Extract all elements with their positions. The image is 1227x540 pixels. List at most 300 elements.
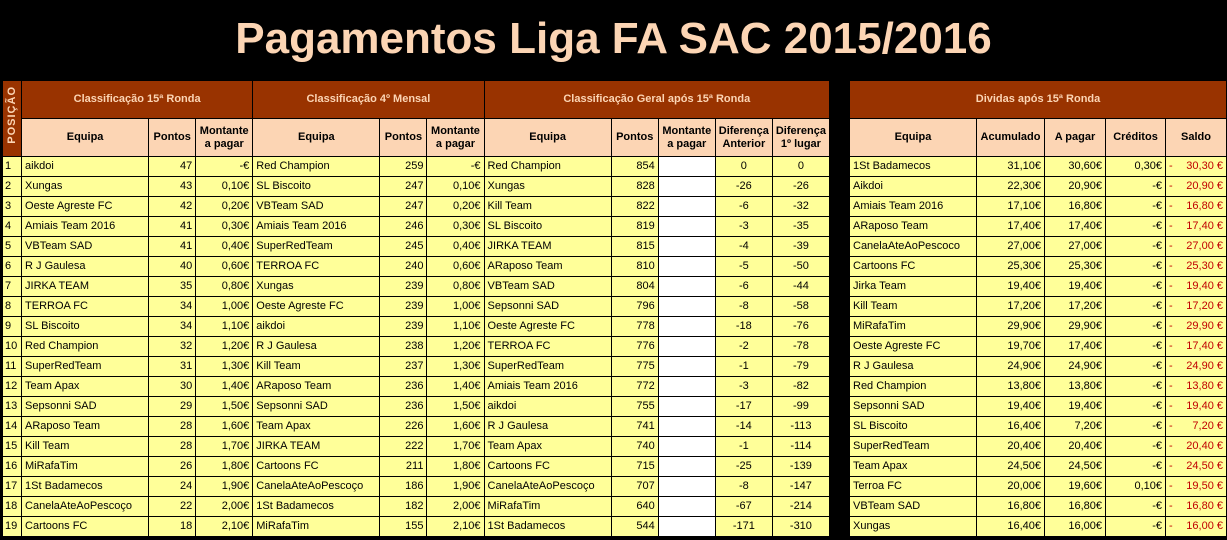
dividas-team-cell: Terroa FC xyxy=(850,477,977,497)
geral-diff-previous-cell: -4 xyxy=(715,237,772,257)
to-pay-cell xyxy=(1045,157,1106,177)
geral-diff-previous-cell: -3 xyxy=(715,377,772,397)
ronda-amount-cell xyxy=(196,217,253,237)
to-pay-cell xyxy=(1045,297,1106,317)
balance-sign: - xyxy=(1169,520,1173,532)
geral-points-cell: 804 xyxy=(611,277,658,297)
table-row xyxy=(850,497,1227,517)
column-header-montante: Montante a pagar xyxy=(658,119,715,157)
to-pay-cell-value: 24,90 xyxy=(1068,360,1096,372)
dividas-team-cell: ARaposo Team xyxy=(850,217,977,237)
currency-symbol: € xyxy=(1155,200,1162,212)
currency-symbol: € xyxy=(1216,320,1224,332)
dividas-team-cell: Cartoons FC xyxy=(850,257,977,277)
ronda-amount-cell xyxy=(196,277,253,297)
geral-team-cell: 1St Badamecos xyxy=(484,517,611,537)
to-pay-cell-value: 17,40 xyxy=(1068,340,1096,352)
credits-cell-value: 0,30 xyxy=(1134,160,1156,172)
currency-symbol: € xyxy=(474,160,481,172)
mensal-points-cell: 240 xyxy=(380,257,427,277)
geral-diff-previous-cell: -8 xyxy=(715,477,772,497)
currency-symbol: € xyxy=(1095,520,1102,532)
accumulated-cell xyxy=(977,157,1045,177)
mensal-amount-cell xyxy=(427,257,484,277)
table-row xyxy=(3,357,830,377)
mensal-amount-cell-value: 1,30 xyxy=(453,360,475,372)
currency-symbol: € xyxy=(243,160,250,172)
ronda-team-cell: ARaposo Team xyxy=(22,417,149,437)
to-pay-cell xyxy=(1045,377,1106,397)
table-row xyxy=(850,257,1227,277)
dividas-team-cell: MiRafaTim xyxy=(850,317,977,337)
mensal-points-cell: 226 xyxy=(380,417,427,437)
credits-cell xyxy=(1106,497,1166,517)
to-pay-cell xyxy=(1045,257,1106,277)
currency-symbol: € xyxy=(1155,320,1162,332)
to-pay-cell xyxy=(1045,317,1106,337)
position-cell: 13 xyxy=(3,397,22,417)
table-row xyxy=(850,397,1227,417)
to-pay-cell-value: 27,00 xyxy=(1068,240,1096,252)
currency-symbol: € xyxy=(1155,240,1162,252)
credits-cell xyxy=(1106,337,1166,357)
section-header-ronda: Classificação 15ª Ronda xyxy=(22,81,253,119)
mensal-team-cell: Sepsonni SAD xyxy=(253,397,380,417)
credits-cell xyxy=(1106,477,1166,497)
accumulated-cell xyxy=(977,317,1045,337)
currency-symbol: € xyxy=(1216,500,1224,512)
table-row xyxy=(850,357,1227,377)
currency-symbol: € xyxy=(474,520,481,532)
currency-symbol: € xyxy=(1216,380,1224,392)
credits-cell xyxy=(1106,257,1166,277)
table-row xyxy=(3,497,830,517)
to-pay-cell-value: 19,40 xyxy=(1068,400,1096,412)
mensal-points-cell: 246 xyxy=(380,217,427,237)
mensal-amount-cell-value: 0,80 xyxy=(453,280,475,292)
mensal-points-cell: 236 xyxy=(380,377,427,397)
ronda-team-cell: aikdoi xyxy=(22,157,149,177)
accumulated-cell-value: 27,00 xyxy=(1007,240,1035,252)
table-row xyxy=(3,517,830,537)
geral-points-cell: 741 xyxy=(611,417,658,437)
credits-cell xyxy=(1106,317,1166,337)
geral-diff-first-cell: -214 xyxy=(772,497,829,517)
accumulated-cell-value: 17,20 xyxy=(1007,300,1035,312)
ronda-points-cell: 22 xyxy=(149,497,196,517)
table-row xyxy=(850,477,1227,497)
mensal-amount-cell xyxy=(427,217,484,237)
currency-symbol: € xyxy=(1034,460,1041,472)
table-row xyxy=(3,377,830,397)
column-header-equipa: Equipa xyxy=(22,119,149,157)
ronda-points-cell: 29 xyxy=(149,397,196,417)
geral-team-cell: aikdoi xyxy=(484,397,611,417)
balance-cell xyxy=(1166,477,1227,497)
position-cell: 3 xyxy=(3,197,22,217)
accumulated-cell-value: 24,90 xyxy=(1007,360,1035,372)
ronda-team-cell: Amiais Team 2016 xyxy=(22,217,149,237)
credits-cell xyxy=(1106,437,1166,457)
currency-symbol: € xyxy=(1095,500,1102,512)
balance-sign: - xyxy=(1169,440,1173,452)
currency-symbol: € xyxy=(1095,360,1102,372)
mensal-amount-cell xyxy=(427,457,484,477)
balance-cell xyxy=(1166,397,1227,417)
accumulated-cell-value: 13,80 xyxy=(1007,380,1035,392)
table-row xyxy=(850,277,1227,297)
mensal-amount-cell xyxy=(427,497,484,517)
geral-diff-first-cell: -58 xyxy=(772,297,829,317)
balance-sign: - xyxy=(1169,200,1173,212)
currency-symbol: € xyxy=(1155,220,1162,232)
credits-cell xyxy=(1106,217,1166,237)
currency-symbol: € xyxy=(1155,460,1162,472)
ronda-amount-cell xyxy=(196,157,253,177)
currency-symbol: € xyxy=(474,260,481,272)
geral-amount-cell xyxy=(658,417,715,437)
balance-cell xyxy=(1166,237,1227,257)
mensal-team-cell: Cartoons FC xyxy=(253,457,380,477)
accumulated-cell xyxy=(977,177,1045,197)
to-pay-cell-value: 16,00 xyxy=(1068,520,1096,532)
geral-points-cell: 775 xyxy=(611,357,658,377)
currency-symbol: € xyxy=(1034,180,1041,192)
mensal-amount-cell-value: 0,10 xyxy=(453,180,475,192)
mensal-amount-cell-value: 0,60 xyxy=(453,260,475,272)
ronda-amount-cell xyxy=(196,377,253,397)
to-pay-cell-value: 30,60 xyxy=(1068,160,1096,172)
mensal-points-cell: 239 xyxy=(380,317,427,337)
column-header-dif-primeiro: Diferença 1º lugar xyxy=(772,119,829,157)
ronda-points-cell: 18 xyxy=(149,517,196,537)
mensal-amount-cell-value: 0,40 xyxy=(453,240,475,252)
geral-amount-cell xyxy=(658,437,715,457)
to-pay-cell xyxy=(1045,357,1106,377)
balance-value: 13,80 xyxy=(1186,380,1214,392)
currency-symbol: € xyxy=(1034,240,1041,252)
table-row xyxy=(3,337,830,357)
ronda-amount-cell-value: 1,50 xyxy=(221,400,244,412)
position-cell: 4 xyxy=(3,217,22,237)
ronda-amount-cell-value: - xyxy=(239,160,244,172)
geral-diff-previous-cell: 0 xyxy=(715,157,772,177)
mensal-points-cell: 247 xyxy=(380,197,427,217)
credits-cell xyxy=(1106,277,1166,297)
mensal-amount-cell xyxy=(427,237,484,257)
geral-diff-previous-cell: -8 xyxy=(715,297,772,317)
currency-symbol: € xyxy=(1216,340,1224,352)
balance-value: 16,80 xyxy=(1186,500,1214,512)
mensal-amount-cell-value: 2,00 xyxy=(453,500,475,512)
ronda-amount-cell-value: 2,10 xyxy=(221,520,244,532)
mensal-amount-cell xyxy=(427,197,484,217)
geral-points-cell: 640 xyxy=(611,497,658,517)
ronda-team-cell: SuperRedTeam xyxy=(22,357,149,377)
balance-value: 17,40 xyxy=(1186,340,1214,352)
section-header-geral: Classificação Geral após 15ª Ronda xyxy=(484,81,829,119)
position-cell: 2 xyxy=(3,177,22,197)
ronda-team-cell: TERROA FC xyxy=(22,297,149,317)
currency-symbol: € xyxy=(1155,300,1162,312)
currency-symbol: € xyxy=(1155,420,1162,432)
balance-sign: - xyxy=(1169,320,1173,332)
ronda-amount-cell-value: 1,60 xyxy=(221,420,244,432)
credits-cell-value: - xyxy=(1152,320,1156,332)
ronda-team-cell: Oeste Agreste FC xyxy=(22,197,149,217)
accumulated-cell xyxy=(977,457,1045,477)
credits-cell xyxy=(1106,197,1166,217)
geral-diff-first-cell: -79 xyxy=(772,357,829,377)
accumulated-cell-value: 20,00 xyxy=(1007,480,1035,492)
ronda-amount-cell-value: 1,90 xyxy=(221,480,244,492)
geral-diff-first-cell: 0 xyxy=(772,157,829,177)
accumulated-cell xyxy=(977,417,1045,437)
currency-symbol: € xyxy=(243,480,250,492)
dividas-team-cell: Amiais Team 2016 xyxy=(850,197,977,217)
credits-cell xyxy=(1106,457,1166,477)
currency-symbol: € xyxy=(1034,500,1041,512)
geral-diff-first-cell: -26 xyxy=(772,177,829,197)
geral-diff-first-cell: -139 xyxy=(772,457,829,477)
currency-symbol: € xyxy=(474,460,481,472)
currency-symbol: € xyxy=(474,380,481,392)
position-cell: 11 xyxy=(3,357,22,377)
geral-team-cell: SuperRedTeam xyxy=(484,357,611,377)
balance-sign: - xyxy=(1169,240,1173,252)
currency-symbol: € xyxy=(1034,420,1041,432)
to-pay-cell-value: 24,50 xyxy=(1068,460,1096,472)
ronda-amount-cell-value: 0,60 xyxy=(221,260,244,272)
credits-cell-value: - xyxy=(1152,280,1156,292)
geral-points-cell: 810 xyxy=(611,257,658,277)
ronda-amount-cell xyxy=(196,337,253,357)
currency-symbol: € xyxy=(1034,400,1041,412)
mensal-team-cell: aikdoi xyxy=(253,317,380,337)
accumulated-cell xyxy=(977,297,1045,317)
to-pay-cell xyxy=(1045,417,1106,437)
geral-amount-cell xyxy=(658,157,715,177)
currency-symbol: € xyxy=(243,420,250,432)
ronda-amount-cell-value: 1,20 xyxy=(221,340,244,352)
geral-diff-first-cell: -50 xyxy=(772,257,829,277)
mensal-team-cell: CanelaAteAoPescoço xyxy=(253,477,380,497)
ronda-amount-cell xyxy=(196,517,253,537)
balance-value: 16,00 xyxy=(1186,520,1214,532)
to-pay-cell xyxy=(1045,437,1106,457)
geral-points-cell: 776 xyxy=(611,337,658,357)
currency-symbol: € xyxy=(1034,360,1041,372)
accumulated-cell-value: 16,80 xyxy=(1007,500,1035,512)
column-header-a-pagar: A pagar xyxy=(1045,119,1106,157)
dividas-team-cell: R J Gaulesa xyxy=(850,357,977,377)
position-cell: 18 xyxy=(3,497,22,517)
ronda-amount-cell-value: 1,30 xyxy=(221,360,244,372)
ronda-amount-cell xyxy=(196,497,253,517)
credits-cell-value: 0,10 xyxy=(1134,480,1156,492)
mensal-points-cell: 211 xyxy=(380,457,427,477)
currency-symbol: € xyxy=(1034,520,1041,532)
currency-symbol: € xyxy=(1095,220,1102,232)
balance-cell xyxy=(1166,337,1227,357)
ronda-team-cell: 1St Badamecos xyxy=(22,477,149,497)
currency-symbol: € xyxy=(1216,480,1224,492)
ronda-amount-cell-value: 0,80 xyxy=(221,280,244,292)
mensal-team-cell: MiRafaTim xyxy=(253,517,380,537)
currency-symbol: € xyxy=(1216,440,1224,452)
accumulated-cell xyxy=(977,517,1045,537)
position-cell: 16 xyxy=(3,457,22,477)
geral-points-cell: 815 xyxy=(611,237,658,257)
currency-symbol: € xyxy=(243,520,250,532)
currency-symbol: € xyxy=(1155,160,1162,172)
credits-cell-value: - xyxy=(1152,500,1156,512)
dividas-team-cell: SuperRedTeam xyxy=(850,437,977,457)
balance-value: 24,50 xyxy=(1186,460,1214,472)
credits-cell-value: - xyxy=(1152,440,1156,452)
geral-amount-cell xyxy=(658,217,715,237)
geral-diff-first-cell: -35 xyxy=(772,217,829,237)
ronda-team-cell: CanelaAteAoPescoço xyxy=(22,497,149,517)
geral-points-cell: 772 xyxy=(611,377,658,397)
mensal-amount-cell xyxy=(427,317,484,337)
credits-cell-value: - xyxy=(1152,380,1156,392)
credits-cell xyxy=(1106,357,1166,377)
currency-symbol: € xyxy=(1095,240,1102,252)
currency-symbol: € xyxy=(1155,400,1162,412)
currency-symbol: € xyxy=(1155,500,1162,512)
ronda-amount-cell xyxy=(196,437,253,457)
geral-diff-previous-cell: -3 xyxy=(715,217,772,237)
geral-diff-first-cell: -39 xyxy=(772,237,829,257)
ronda-points-cell: 31 xyxy=(149,357,196,377)
mensal-team-cell: Red Champion xyxy=(253,157,380,177)
table-row xyxy=(850,377,1227,397)
credits-cell xyxy=(1106,397,1166,417)
ronda-amount-cell xyxy=(196,477,253,497)
currency-symbol: € xyxy=(243,380,250,392)
geral-amount-cell xyxy=(658,197,715,217)
currency-symbol: € xyxy=(1216,300,1224,312)
mensal-amount-cell-value: 2,10 xyxy=(453,520,475,532)
geral-points-cell: 854 xyxy=(611,157,658,177)
table-row xyxy=(3,317,830,337)
currency-symbol: € xyxy=(1034,260,1041,272)
currency-symbol: € xyxy=(474,240,481,252)
geral-diff-previous-cell: -1 xyxy=(715,437,772,457)
mensal-points-cell: 259 xyxy=(380,157,427,177)
dividas-team-cell: Red Champion xyxy=(850,377,977,397)
currency-symbol: € xyxy=(1034,380,1041,392)
geral-diff-previous-cell: -26 xyxy=(715,177,772,197)
accumulated-cell xyxy=(977,277,1045,297)
accumulated-cell-value: 24,50 xyxy=(1007,460,1035,472)
section-header-mensal: Classificação 4º Mensal xyxy=(253,81,484,119)
currency-symbol: € xyxy=(243,180,250,192)
currency-symbol: € xyxy=(474,420,481,432)
currency-symbol: € xyxy=(1095,160,1102,172)
credits-cell-value: - xyxy=(1152,180,1156,192)
geral-team-cell: Amiais Team 2016 xyxy=(484,377,611,397)
mensal-amount-cell-value: 1,40 xyxy=(453,380,475,392)
balance-value: 27,00 xyxy=(1186,240,1214,252)
currency-symbol: € xyxy=(1095,440,1102,452)
accumulated-cell xyxy=(977,397,1045,417)
mensal-team-cell: Oeste Agreste FC xyxy=(253,297,380,317)
geral-diff-previous-cell: -25 xyxy=(715,457,772,477)
geral-team-cell: Sepsonni SAD xyxy=(484,297,611,317)
geral-amount-cell xyxy=(658,257,715,277)
ronda-team-cell: VBTeam SAD xyxy=(22,237,149,257)
mensal-points-cell: 239 xyxy=(380,297,427,317)
geral-diff-first-cell: -114 xyxy=(772,437,829,457)
ronda-amount-cell xyxy=(196,297,253,317)
table-row xyxy=(3,397,830,417)
geral-points-cell: 822 xyxy=(611,197,658,217)
balance-sign: - xyxy=(1169,460,1173,472)
accumulated-cell-value: 22,30 xyxy=(1007,180,1035,192)
credits-cell xyxy=(1106,517,1166,537)
column-header-creditos: Créditos xyxy=(1106,119,1166,157)
table-row xyxy=(850,337,1227,357)
balance-cell xyxy=(1166,177,1227,197)
balance-value: 30,30 xyxy=(1186,160,1214,172)
table-row xyxy=(850,517,1227,537)
column-header-equipa: Equipa xyxy=(850,119,977,157)
geral-team-cell: TERROA FC xyxy=(484,337,611,357)
currency-symbol: € xyxy=(1034,160,1041,172)
dividas-team-cell: VBTeam SAD xyxy=(850,497,977,517)
table-row xyxy=(3,417,830,437)
credits-cell xyxy=(1106,157,1166,177)
currency-symbol: € xyxy=(1216,520,1224,532)
table-row xyxy=(3,457,830,477)
currency-symbol: € xyxy=(243,360,250,372)
position-cell: 9 xyxy=(3,317,22,337)
currency-symbol: € xyxy=(1155,380,1162,392)
balance-sign: - xyxy=(1169,400,1173,412)
ronda-amount-cell xyxy=(196,257,253,277)
table-row xyxy=(3,437,830,457)
accumulated-cell-value: 19,40 xyxy=(1007,400,1035,412)
geral-points-cell: 819 xyxy=(611,217,658,237)
position-cell: 12 xyxy=(3,377,22,397)
mensal-amount-cell-value: 0,30 xyxy=(453,220,475,232)
table-row xyxy=(850,197,1227,217)
currency-symbol: € xyxy=(243,260,250,272)
currency-symbol: € xyxy=(474,200,481,212)
to-pay-cell-value: 13,80 xyxy=(1068,380,1096,392)
credits-cell-value: - xyxy=(1152,260,1156,272)
mensal-points-cell: 182 xyxy=(380,497,427,517)
geral-points-cell: 796 xyxy=(611,297,658,317)
credits-cell-value: - xyxy=(1152,220,1156,232)
currency-symbol: € xyxy=(1095,420,1102,432)
geral-team-cell: Red Champion xyxy=(484,157,611,177)
currency-symbol: € xyxy=(474,400,481,412)
ronda-amount-cell-value: 0,30 xyxy=(221,220,244,232)
geral-diff-previous-cell: -17 xyxy=(715,397,772,417)
mensal-amount-cell xyxy=(427,277,484,297)
balance-value: 19,50 xyxy=(1186,480,1214,492)
currency-symbol: € xyxy=(474,300,481,312)
ronda-amount-cell-value: 2,00 xyxy=(221,500,244,512)
balance-value: 17,40 xyxy=(1186,220,1214,232)
to-pay-cell xyxy=(1045,177,1106,197)
column-header-equipa: Equipa xyxy=(484,119,611,157)
mensal-amount-cell xyxy=(427,177,484,197)
balance-value: 19,40 xyxy=(1186,280,1214,292)
